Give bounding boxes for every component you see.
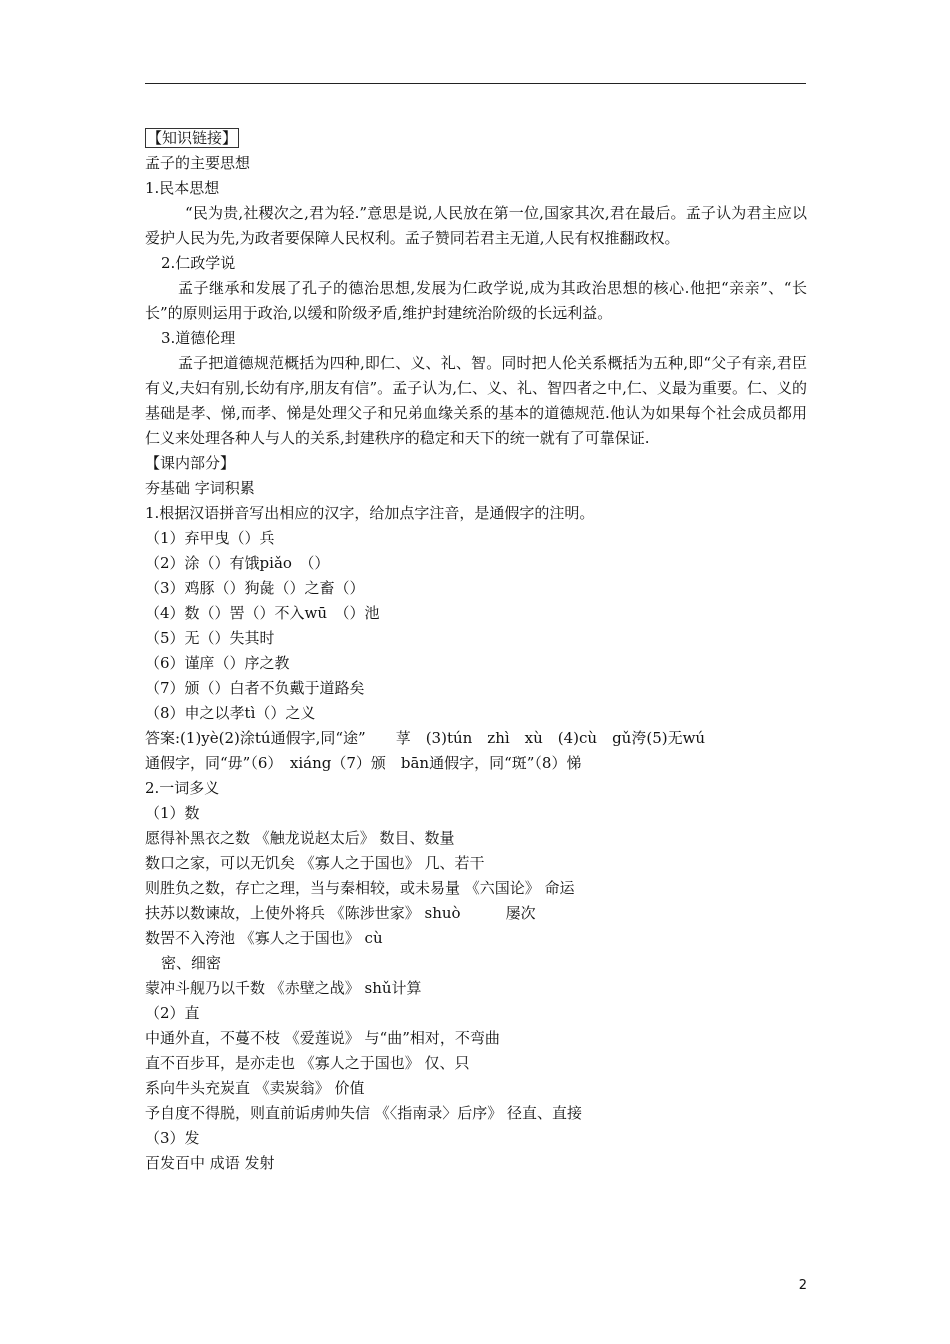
question-1: 1.根据汉语拼音写出相应的汉字，给加点字注音，是通假字的注明。 (145, 504, 595, 522)
document-body (145, 126, 807, 1176)
question-item: （3）鸡豚（）狗彘（）之畜（） (145, 579, 365, 597)
section-label-knowledge: 【知识链接】 (147, 129, 238, 147)
section-text-1: “民为贵,社稷次之,君为轻.”意思是说,人民放在第一位,国家其次,君在最后。孟子认为君主应以爱护人民为先,为政者要保障人民权利。孟子赞同若君主无道,人民有权推翻政权。 (145, 204, 807, 247)
word-example: 系向牛头充炭直 《卖炭翁》 价值 (145, 1079, 365, 1097)
word-heading-3: （3）发 (145, 1129, 200, 1147)
page-number: 2 (798, 1278, 807, 1293)
lesson-subheading: 夯基础 字词积累 (145, 479, 255, 497)
question-item: （5）无（）失其时 (145, 629, 275, 647)
answer-line: 答案:(1)yè(2)涂tú通假字,同“途” 莩 (3)tún zhì xù (4)cù gǔ洿(5)无wú (145, 729, 706, 747)
word-example: 扶苏以数谏故，上使外将兵 《陈涉世家》 shuò 屡次 (145, 904, 536, 922)
word-example: 数罟不入洿池 《寡人之于国也》 cù (145, 929, 383, 947)
word-example: 数口之家，可以无饥矣 《寡人之于国也》 几、若干 (145, 854, 485, 872)
question-item: （4）数（）罟（）不入wū （）池 (145, 604, 380, 622)
word-example: 愿得补黑衣之数 《触龙说赵太后》 数目、数量 (145, 829, 455, 847)
section-title-2: 2.仁政学说 (161, 254, 236, 272)
answer-line: 通假字，同“毋”（6） xiáng（7）颁 bān通假字，同“斑”（8）悌 (145, 754, 582, 772)
header-rule (145, 83, 806, 84)
question-item: （2）涂（）有饿piǎo （） (145, 554, 330, 572)
word-example: 蒙冲斗舰乃以千数 《赤壁之战》 shǔ计算 (145, 979, 422, 997)
word-heading-1: （1）数 (145, 804, 200, 822)
word-example: 百发百中 成语 发射 (145, 1154, 275, 1172)
section-label-lesson: 【课内部分】 (145, 454, 236, 472)
word-example: 予自度不得脱，则直前诟虏帅失信 《〈指南录〉后序》 径直、直接 (145, 1104, 583, 1122)
word-heading-2: （2）直 (145, 1004, 200, 1022)
knowledge-heading: 孟子的主要思想 (145, 154, 251, 172)
question-item: （1）弃甲曳（）兵 (145, 529, 275, 547)
question-item: （7）颁（）白者不负戴于道路矣 (145, 679, 365, 697)
section-title-3: 3.道德伦理 (161, 329, 236, 347)
question-item: （8）申之以孝tì（）之义 (145, 704, 316, 722)
word-example: 直不百步耳，是亦走也 《寡人之于国也》 仅、只 (145, 1054, 470, 1072)
word-example: 中通外直，不蔓不枝 《爱莲说》 与“曲”相对，不弯曲 (145, 1029, 500, 1047)
word-example-continuation: 密、细密 (161, 954, 222, 972)
question-2: 2.一词多义 (145, 779, 220, 797)
word-example: 则胜负之数，存亡之理，当与秦相较，或未易量 《六国论》 命运 (145, 879, 575, 897)
question-item: （6）谨庠（）序之教 (145, 654, 290, 672)
section-text-3: 孟子把道德规范概括为四种,即仁、义、礼、智。同时把人伦关系概括为五种,即“父子有亲,君臣有义,夫妇有别,长幼有序,朋友有信”。孟子认为,仁、义、礼、智四者之中,仁、义最为重要。仁、义的基础是孝、悌,而孝、悌是处理父子和兄弟血缘关系的基本的道德规范.他认为如果每个社会成员都用仁义来处理各种人与人的关系,封建秩序的稳定和天下的统一就有了可靠保证. (145, 354, 807, 447)
section-title-1: 1.民本思想 (145, 179, 220, 197)
section-text-2: 孟子继承和发展了孔子的德治思想,发展为仁政学说,成为其政治思想的核心.他把“亲亲”、“长长”的原则运用于政治,以缓和阶级矛盾,维护封建统治阶级的长远利益。 (145, 279, 807, 322)
